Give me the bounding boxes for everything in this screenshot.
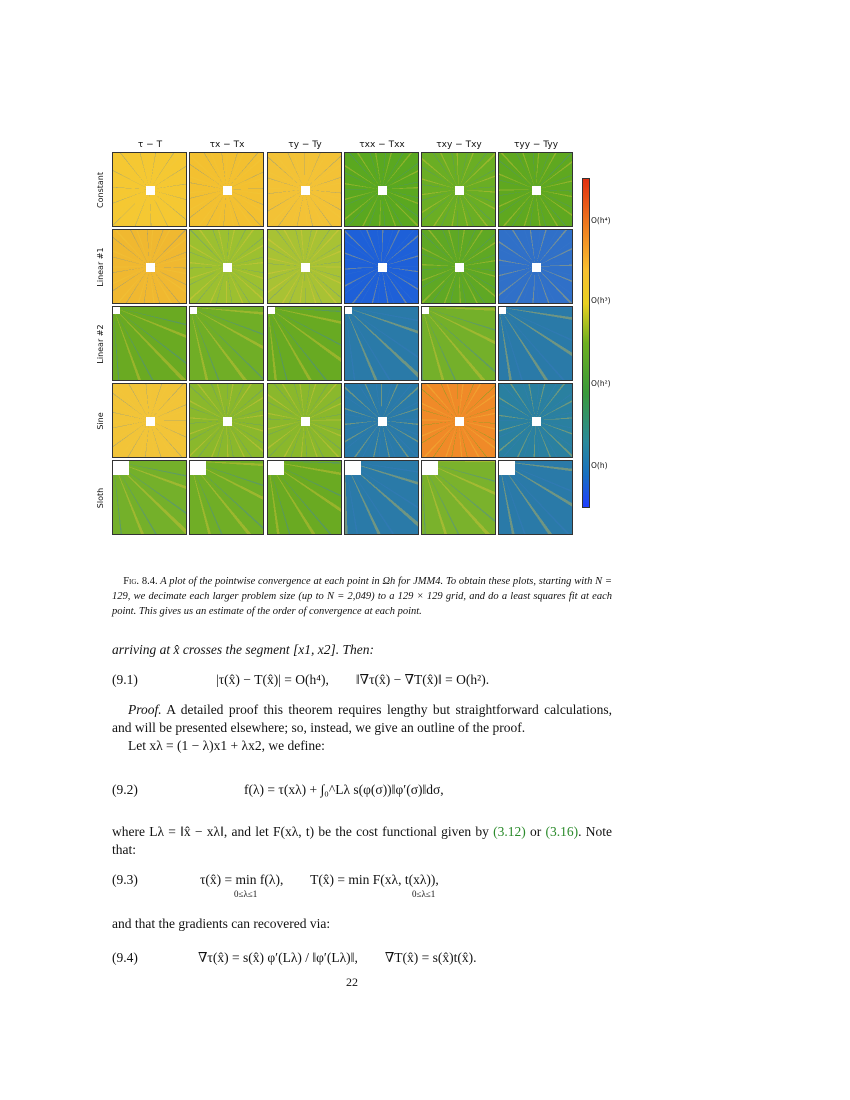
source-region: [499, 307, 506, 314]
equation-row: [112, 871, 612, 901]
source-region: [345, 307, 352, 314]
equation-row: [112, 949, 612, 967]
convergence-heatmap-panel: [421, 229, 496, 304]
convergence-heatmap-panel: [498, 152, 573, 227]
convergence-heatmap-panel: [189, 152, 264, 227]
equation-link[interactable]: (3.16): [545, 824, 579, 839]
equation-subscript: 0≤λ≤1: [234, 889, 258, 899]
source-region: [223, 263, 232, 272]
column-header: τxy − Txy: [436, 140, 482, 150]
source-region: [113, 307, 120, 314]
column-header: τ − T: [137, 140, 163, 150]
source-region: [268, 307, 275, 314]
source-region: [378, 417, 387, 426]
convergence-heatmap-panel: [344, 229, 419, 304]
figure-caption: [112, 574, 612, 619]
source-region: [113, 461, 129, 475]
body-line: Let xλ = (1 − λ)x1 + λx2, we define:: [128, 738, 325, 753]
source-region: [345, 461, 361, 475]
colorbar-label: O(h⁴): [591, 216, 611, 225]
source-region: [301, 186, 310, 195]
column-header: τx − Tx: [209, 140, 245, 150]
source-region: [378, 186, 387, 195]
row-label: Linear #2: [96, 324, 105, 364]
source-region: [190, 307, 197, 314]
proof-paragraph: [112, 701, 612, 737]
row-label: Sloth: [96, 487, 105, 509]
proof-label: Proof.: [128, 702, 162, 717]
convergence-heatmap-panel: [267, 152, 342, 227]
proof-text: A detailed proof this theorem requires lengthy but straightforward calculations, and will be presented elsewhere; so, instead, we give an outline of the proof.: [112, 702, 612, 735]
equation-number: (9.2): [112, 782, 138, 797]
source-region: [146, 186, 155, 195]
source-region: [223, 186, 232, 195]
row-label: Linear #1: [96, 247, 105, 287]
page-number: 22: [346, 975, 358, 989]
source-region: [301, 263, 310, 272]
column-header: τxx − Txx: [359, 140, 405, 150]
convergence-heatmap-panel: [498, 306, 573, 381]
convergence-heatmap-panel: [344, 460, 419, 535]
source-region: [422, 307, 429, 314]
convergence-heatmap-panel: [498, 383, 573, 458]
convergence-heatmap-panel: [112, 152, 187, 227]
convergence-heatmap-panel: [344, 152, 419, 227]
source-region: [301, 417, 310, 426]
equation-9-2: f(λ) = τ(xλ) + ∫₀^Lλ s(φ(σ))‖φ′(σ)‖dσ,: [244, 782, 444, 797]
convergence-heatmap-panel: [267, 383, 342, 458]
colorbar-label: O(h): [591, 461, 608, 470]
source-region: [532, 186, 541, 195]
equation-9-3: τ(x̂) = min f(λ), T(x̂) = min F(xλ, t(xλ)),: [200, 872, 439, 887]
source-region: [146, 263, 155, 272]
colorbar-label: O(h³): [591, 296, 611, 305]
caption-text: A plot of the pointwise convergence at each point in Ωh for JMM4. To obtain these plots, starting with N = 129, we decimate each larger problem size (up to N = 2,049) to a 129 × 129 grid, and do a least squares fit at each point. This gives us an estimate of the order of convergence at each point.: [112, 576, 613, 617]
source-region: [532, 263, 541, 272]
equation-9-4: ∇τ(x̂) = s(x̂) φ′(Lλ) / ‖φ′(Lλ)‖, ∇T(x̂) = s(x̂)t(x̂).: [198, 950, 477, 965]
equation-number: (9.3): [112, 872, 138, 887]
convergence-heatmap-panel: [267, 306, 342, 381]
convergence-heatmap-panel: [421, 152, 496, 227]
convergence-heatmap-panel: [267, 229, 342, 304]
body-text: or: [525, 824, 546, 839]
equation-link[interactable]: (3.12): [493, 824, 526, 839]
body-text: where Lλ = ‖x̂ − xλ‖, and let F(xλ, t) be the cost functional given by: [112, 824, 494, 839]
source-region: [422, 461, 438, 475]
colorbar-label: O(h²): [591, 379, 611, 388]
source-region: [268, 461, 284, 475]
equation-row: [112, 671, 612, 689]
body-text: .: [578, 824, 582, 839]
convergence-heatmap-panel: [344, 306, 419, 381]
equation-number: (9.1): [112, 672, 138, 687]
source-region: [378, 263, 387, 272]
convergence-heatmap-panel: [112, 229, 187, 304]
source-region: [455, 417, 464, 426]
equation-9-1: |τ(x̂) − T(x̂)| = O(h⁴), ‖∇τ(x̂) − ∇T(x̂)‖ = O(h²).: [216, 672, 490, 687]
equation-number: (9.4): [112, 950, 138, 965]
column-header: τy − Ty: [288, 140, 322, 150]
body-text: Note that:: [112, 824, 612, 857]
convergence-heatmap-panel: [267, 460, 342, 535]
body-line: arriving at x̂ crosses the segment [x1, x2]. Then:: [112, 642, 374, 657]
colorbar: [582, 178, 590, 508]
convergence-heatmap-panel: [112, 306, 187, 381]
source-region: [532, 417, 541, 426]
convergence-heatmap-panel: [189, 383, 264, 458]
convergence-heatmap-panel: [189, 460, 264, 535]
equation-subscript: 0≤λ≤1: [412, 889, 436, 899]
source-region: [499, 461, 515, 475]
source-region: [223, 417, 232, 426]
row-label: Constant: [96, 172, 105, 208]
convergence-heatmap-panel: [344, 383, 419, 458]
convergence-heatmap-panel: [112, 460, 187, 535]
column-header: τyy − Tyy: [513, 140, 559, 150]
convergence-heatmap-panel: [498, 229, 573, 304]
source-region: [455, 186, 464, 195]
body-line: and that the gradients can recovered via:: [112, 916, 331, 931]
text-body: [112, 574, 612, 990]
caption-label: Fig. 8.4.: [123, 576, 158, 587]
convergence-heatmap-panel: [189, 306, 264, 381]
source-region: [455, 263, 464, 272]
convergence-heatmap-panel: [421, 383, 496, 458]
equation-row: [112, 781, 612, 799]
row-label: Sine: [96, 412, 105, 430]
convergence-heatmap-panel: [112, 383, 187, 458]
source-region: [146, 417, 155, 426]
convergence-heatmap-panel: [498, 460, 573, 535]
convergence-heatmap-panel: [421, 460, 496, 535]
convergence-heatmap-panel: [421, 306, 496, 381]
body-paragraph: [112, 823, 612, 859]
convergence-heatmap-panel: [189, 229, 264, 304]
source-region: [190, 461, 206, 475]
